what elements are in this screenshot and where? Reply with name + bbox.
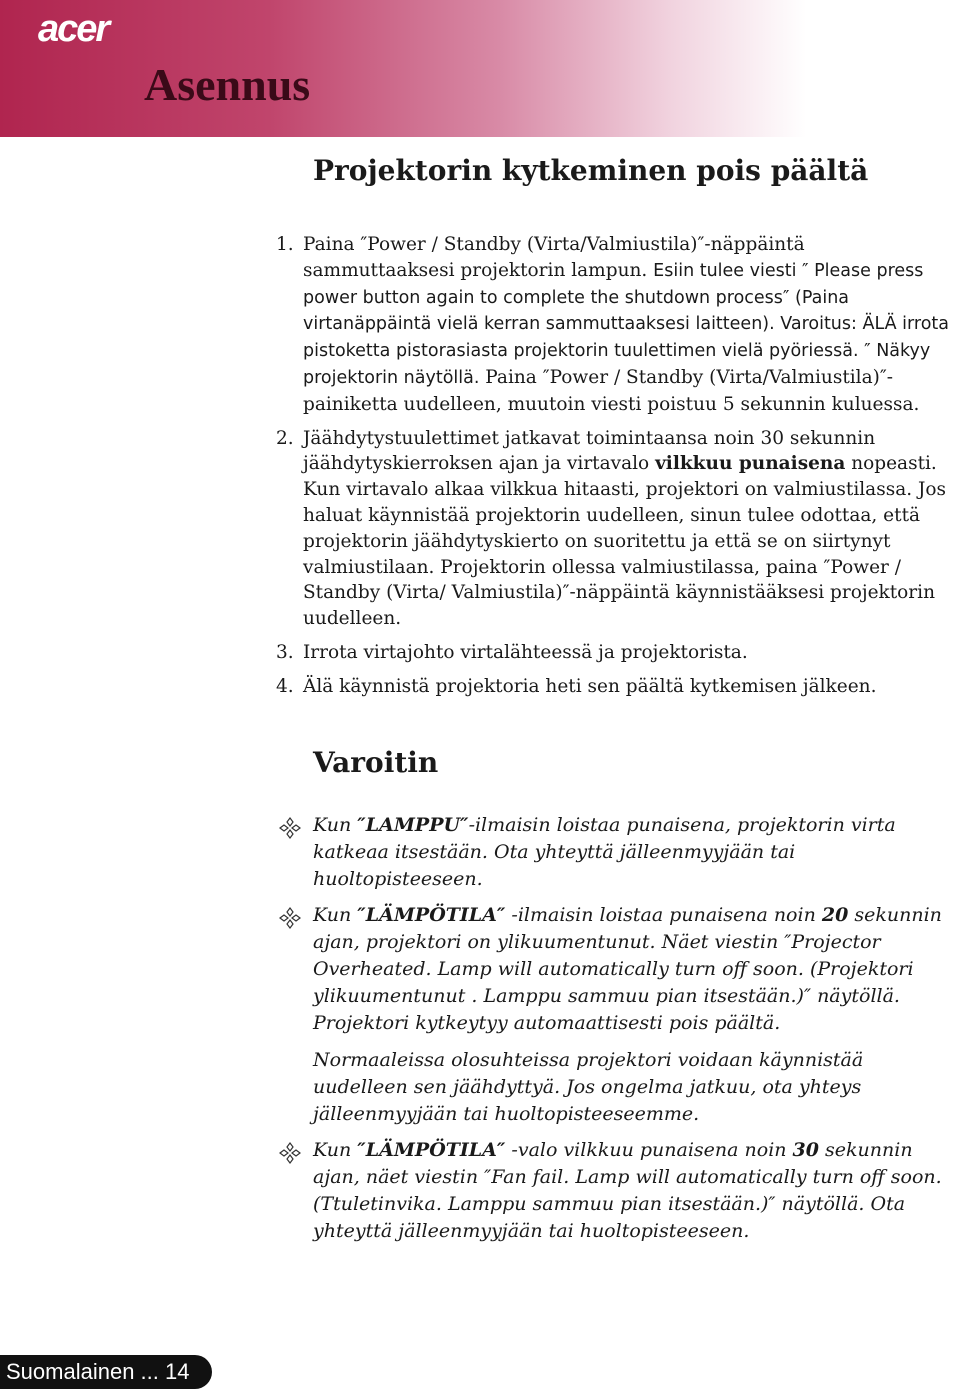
step-emphasis: vilkkuu punaisena bbox=[655, 453, 846, 475]
warnings-heading: Varoitin bbox=[313, 746, 439, 779]
warning-text bbox=[313, 1137, 960, 1245]
four-diamond-bullet-icon bbox=[278, 1141, 302, 1165]
step-number: 3. bbox=[276, 641, 294, 663]
list-item bbox=[276, 232, 960, 418]
brand-name: acer bbox=[38, 8, 109, 50]
indicator-label: ″LAMPPU″ bbox=[357, 814, 469, 836]
acer-logo bbox=[38, 8, 108, 51]
warning-mid: -ilmaisin loistaa punaisena noin bbox=[505, 904, 822, 926]
warning-post: -ilmaisin loistaa punaisena, projektorin virta katkeaa itsestään. Ota yhteyttä jälleenmyyjään tai huoltopisteeseen. bbox=[313, 814, 896, 890]
warning-mid: -valo vilkkuu punaisena noin bbox=[505, 1139, 793, 1161]
step-text: Paina ″Power / Standby (Virta/Valmiustila)″-näppäintä sammuttaaksesi projektorin lampun. bbox=[303, 234, 805, 281]
warning-text bbox=[313, 902, 960, 1037]
indicator-label: ″LÄMPÖTILA″ bbox=[357, 1139, 506, 1161]
list-item bbox=[276, 812, 960, 893]
step-text: Irrota virtajohto virtalähteessä ja projektorista. bbox=[303, 641, 748, 663]
step-number: 1. bbox=[276, 234, 294, 255]
step-text-message: Esiin tulee viesti ″ Please press power button again to complete the shutdown process″ (Paina virtanäppäintä vielä kerran sammuttaaksesi laitteen). Varoitus: ÄLÄ irrota pistoketta pistorasiasta projektorin tuulettimen vielä pyöriessä. ″ Näkyy projektorin näytöllä. bbox=[303, 260, 949, 388]
step-text: Paina ″Power / Standby (Virta/Valmiustila)″-painiketta uudelleen, muutoin viesti poistuu 5 sekunnin kuluessa. bbox=[303, 366, 920, 415]
warning-post: sekunnin ajan, näet viestin ″Fan fail. Lamp will automatically turn off soon. (Ttuletinvika. Lamppu sammuu pian itsestään.)″ näytöllä. Ota yhteyttä jälleenmyyjään tai huoltopisteeseen. bbox=[313, 1139, 942, 1242]
footer-page-label: Suomalainen ... 14 bbox=[0, 1355, 212, 1389]
step-text: Älä käynnistä projektoria heti sen päältä kytkemisen jälkeen. bbox=[303, 675, 877, 697]
list-item bbox=[276, 426, 960, 632]
seconds-number: 30 bbox=[792, 1139, 819, 1161]
warning-pre: Kun bbox=[313, 904, 358, 926]
four-diamond-bullet-icon bbox=[278, 816, 302, 840]
list-item bbox=[276, 902, 960, 1128]
list-item bbox=[276, 1137, 960, 1245]
seconds-number: 20 bbox=[821, 904, 849, 926]
indicator-label: ″LÄMPÖTILA″ bbox=[357, 904, 506, 926]
page-title: Asennus bbox=[144, 59, 311, 110]
warning-post: sekunnin ajan, projektori on ylikuumentunut. Näet viestin ″Projector Overheated. Lamp will automatically turn off soon. (Projektori ylikuumentunut . Lamppu sammuu pian itsestään.)″ näytöllä. Projektori kytkeytyy automaattisesti pois päältä. bbox=[313, 904, 942, 1034]
step-text: Jäähdytystuulettimet jatkavat toimintaansa noin 30 sekunnin jäähdytyskierroksen ajan ja virtavalo bbox=[303, 427, 876, 475]
warning-extra: Normaaleissa olosuhteissa projektori voidaan käynnistää uudelleen sen jäähdyttyä. Jos ongelma jatkuu, ota yhteys jälleenmyyjään tai huoltopisteeseemme. bbox=[313, 1049, 864, 1125]
steps-list bbox=[276, 232, 960, 708]
step-number: 2. bbox=[276, 427, 294, 449]
warning-text bbox=[313, 812, 960, 893]
list-item bbox=[276, 674, 960, 700]
step-number: 4. bbox=[276, 675, 294, 697]
warning-pre: Kun bbox=[313, 1139, 358, 1161]
section-heading: Projektorin kytkeminen pois päältä bbox=[313, 154, 869, 187]
warnings-list bbox=[276, 812, 960, 1254]
four-diamond-bullet-icon bbox=[278, 906, 302, 930]
step-text: nopeasti. Kun virtavalo alkaa vilkkua hitaasti, projektori on valmiustilassa. Jos haluat käynnistää projektorin uudelleen, sinun tulee odottaa, että projektorin jäähdytyskierto on suoritettu ja että se on siirtynyt valmiustilaan. Projektorin ollessa valmiustilassa, paina ″Power / Standby (Virta/ Valmiustila)″-näppäintä käynnistääksesi projektorin uudelleen. bbox=[303, 453, 947, 630]
warning-pre: Kun bbox=[313, 814, 358, 836]
list-item bbox=[276, 640, 960, 666]
